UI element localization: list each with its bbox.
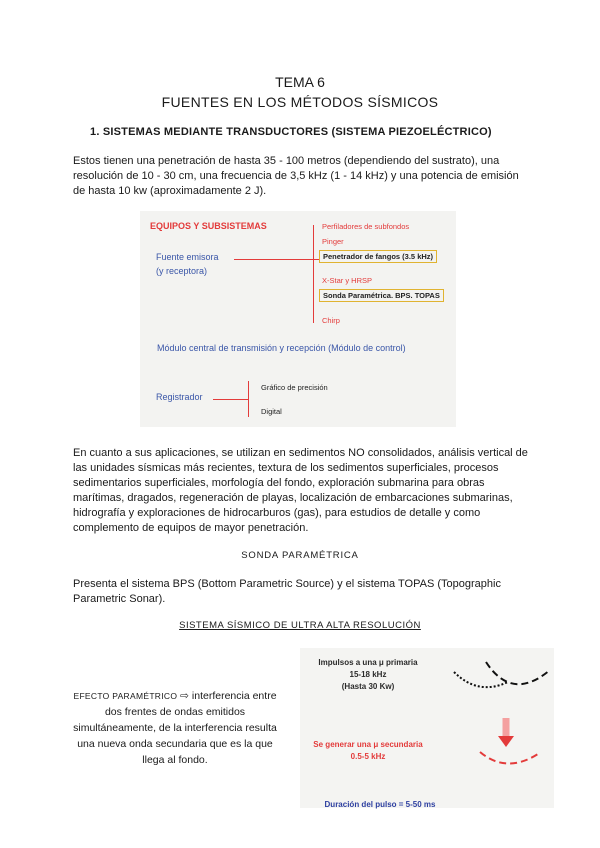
bracket-line <box>313 225 314 323</box>
page-title: TEMA 6 <box>275 74 325 90</box>
diagram-item: X-Star y HRSP <box>322 276 373 285</box>
diagram-item: Chirp <box>322 316 340 325</box>
source-label: Fuente emisora <box>156 252 219 262</box>
secondary-frequency: 0.5-5 kHz <box>350 752 386 761</box>
primary-power: (Hasta 30 Kw) <box>341 682 395 691</box>
central-module-label: Módulo central de transmisión y recepción (Módulo de control) <box>157 343 406 353</box>
equipment-diagram <box>140 211 456 427</box>
section-heading-sonda: SONDA PARAMÉTRICA <box>241 550 359 561</box>
effect-lead: EFECTO PARAMÉTRICO <box>73 691 178 701</box>
bracket-line <box>248 381 249 417</box>
sonda-paragraph: Presenta el sistema BPS (Bottom Parametric Source) y el sistema TOPAS (Topographic Parametric Sonar). <box>73 578 501 605</box>
primary-wave-1 <box>454 672 508 687</box>
diagram-heading: EQUIPOS Y SUBSISTEMAS <box>150 221 267 231</box>
primary-label: Impulsos a una μ primaria <box>318 658 418 667</box>
section-heading: 1. SISTEMAS MEDIANTE TRANSDUCTORES (SISTEMA PIEZOELÉCTRICO) <box>90 126 492 138</box>
diagram-item-highlight: Sonda Paramétrica. BPS. TOPAS <box>319 289 444 302</box>
parametric-effect-text <box>70 688 280 768</box>
intro-paragraph: Estos tienen una penetración de hasta 35 - 100 metros (dependiendo del sustrato), una resolución de 10 - 30 cm, una frecuencia de 3,5 kHz (1 - 14 kHz) y una potencia de emisión de hasta 10 kw (aproximadamente 2 J). <box>73 155 519 197</box>
recorder-label: Registrador <box>156 392 203 402</box>
secondary-label: Se generar una μ secundaria <box>313 740 423 749</box>
recorder-item: Digital <box>261 407 282 416</box>
source-label-2: (y receptora) <box>156 266 208 276</box>
secondary-wave <box>480 752 538 764</box>
applications-paragraph: En cuanto a sus aplicaciones, se utilizan en sedimentos NO consolidados, análisis vertical de las unidades sísmicas más recientes, textura de los sedimentos superficiales, procesos sedimentarios superficiales, morfología del fondo, exploración submarina para obras marítimas, dragados, regeneración de playas, localización de embarcaciones submarinas, hidrografía y exploraciones de hidrocarburos (gas), para estudios de detalle y como complemento de equipos de mayor penetración. <box>73 447 528 534</box>
connector-line <box>234 259 320 260</box>
arrow-down-icon <box>498 736 514 747</box>
diagram-item: Pinger <box>322 237 344 246</box>
primary-frequency: 15-18 kHz <box>349 670 387 679</box>
effect-description: ⇨ interferencia entre dos frentes de ondas emitidos simultáneamente, de la interferencia resulta una nueva onda secundaria que es la que llega al fondo. <box>73 690 277 766</box>
primary-wave-2 <box>486 662 550 684</box>
section-heading-ultra: SISTEMA SÍSMICO DE ULTRA ALTA RESOLUCIÓN <box>179 620 421 631</box>
pulse-duration: Duración del pulso = 5-50 ms <box>324 800 436 809</box>
recorder-item: Gráfico de precisión <box>261 383 328 392</box>
diagram-item-highlight: Penetrador de fangos (3.5 kHz) <box>319 250 437 263</box>
connector-line <box>213 399 248 400</box>
page-subtitle: FUENTES EN LOS MÉTODOS SÍSMICOS <box>161 94 439 110</box>
wave-interference-graphic <box>450 652 554 776</box>
diagram-item: Perfiladores de subfondos <box>322 222 410 231</box>
parametric-diagram <box>300 648 554 808</box>
